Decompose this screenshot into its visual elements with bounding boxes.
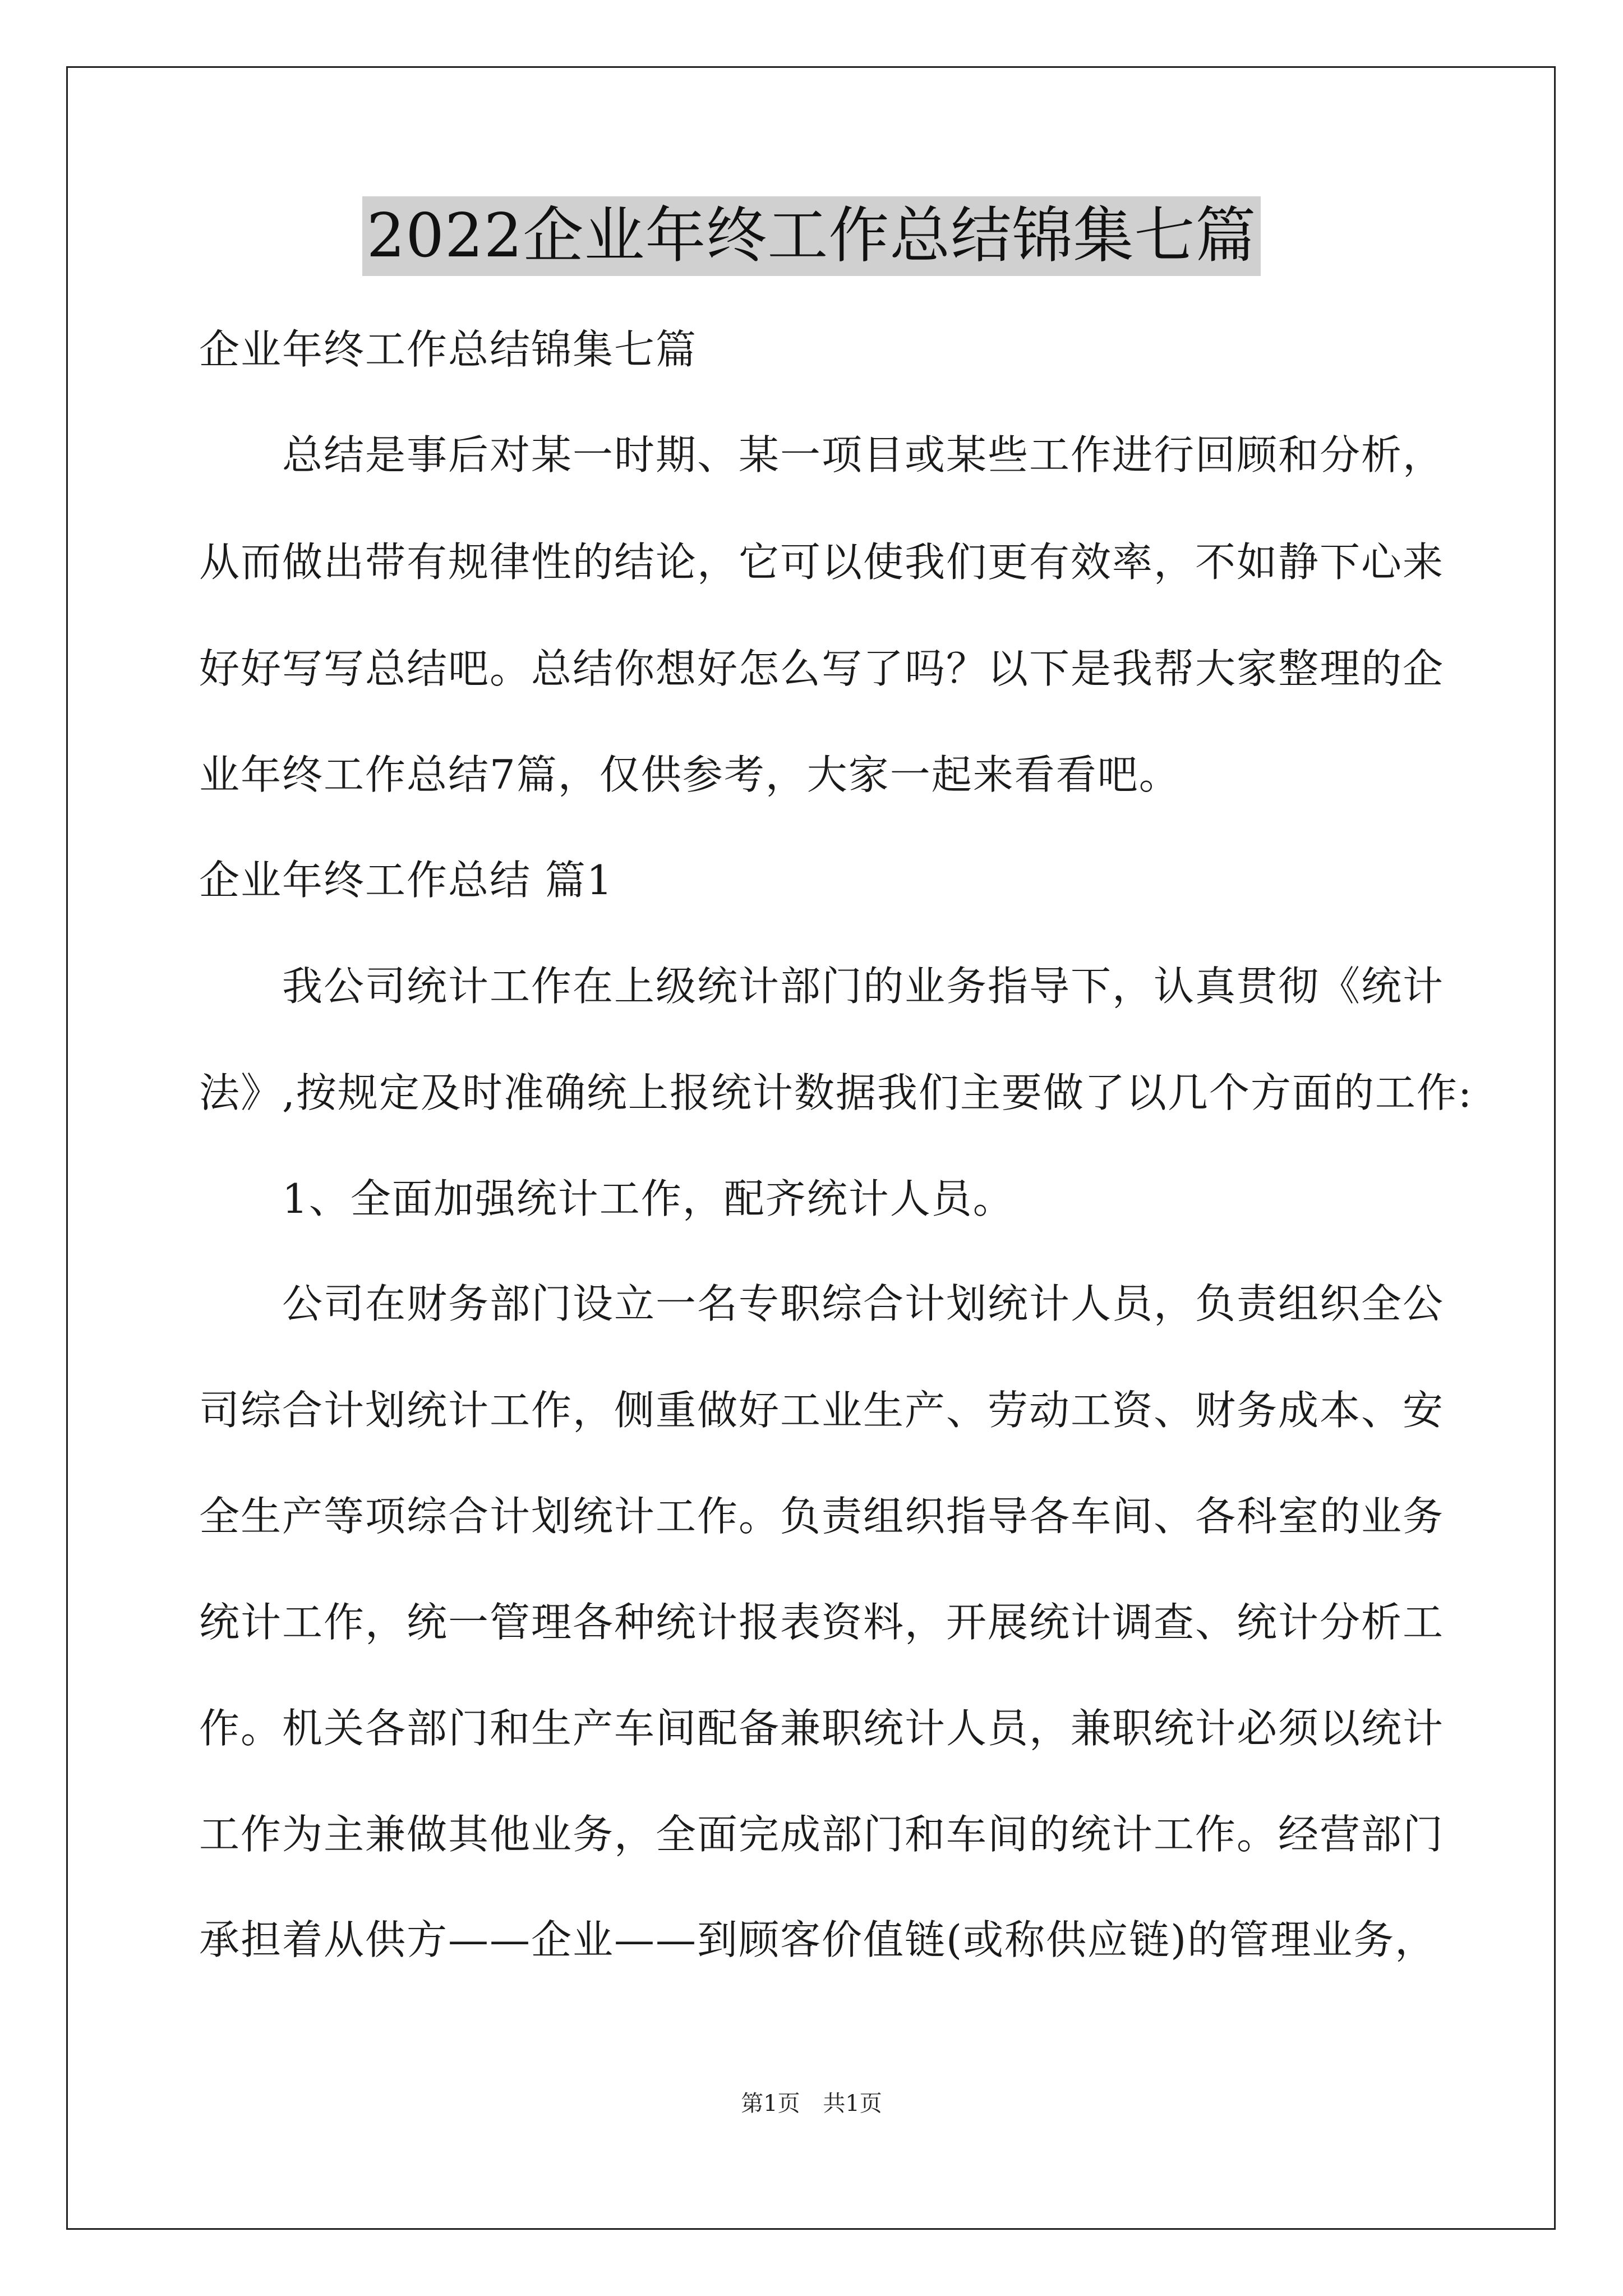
body-line: 从而做出带有规律性的结论，它可以使我们更有效率，不如静下心来: [199, 539, 1445, 586]
page-number-total: 共1页: [823, 2091, 882, 2116]
body-line: 全生产等项综合计划统计工作。负责组织指导各车间、各科室的业务: [199, 1493, 1445, 1540]
body-line: 工作为主兼做其他业务，全面完成部门和车间的统计工作。经营部门: [199, 1811, 1445, 1858]
body-line: 承担着从供方——企业——到顾客价值链(或称供应链)的管理业务，: [199, 1916, 1437, 1963]
body-line: 司综合计划统计工作，侧重做好工业生产、劳动工资、财务成本、安: [199, 1387, 1445, 1434]
body-line: 总结是事后对某一时期、某一项目或某些工作进行回顾和分析，: [199, 431, 1445, 478]
document-title: 2022企业年终工作总结锦集七篇: [362, 196, 1261, 276]
page-border: [66, 66, 1556, 2230]
body-line: 我公司统计工作在上级统计部门的业务指导下，认真贯彻《统计: [199, 963, 1445, 1010]
page-footer: [0, 2090, 1623, 2118]
title-container: [0, 196, 1623, 276]
body-line: 好好写写总结吧。总结你想好怎么写了吗？以下是我帮大家整理的企: [199, 645, 1445, 692]
body-line: 法》,按规定及时准确统上报统计数据我们主要做了以几个方面的工作:: [199, 1069, 1473, 1116]
body-line: 公司在财务部门设立一名专职综合计划统计人员，负责组织全公: [199, 1280, 1445, 1327]
section-heading: 企业年终工作总结 篇1: [199, 857, 614, 904]
body-line: 作。机关各部门和生产车间配备兼职统计人员，兼职统计必须以统计: [199, 1705, 1445, 1752]
body-line: 统计工作，统一管理各种统计报表资料，开展统计调查、统计分析工: [199, 1599, 1445, 1646]
body-line-subtitle: 企业年终工作总结锦集七篇: [199, 326, 698, 373]
body-line: 业年终工作总结7篇，仅供参考，大家一起来看看吧。: [199, 751, 1181, 798]
body-line: 1、全面加强统计工作，配齐统计人员。: [199, 1175, 1015, 1222]
page-number-current: 第1页: [741, 2091, 800, 2116]
